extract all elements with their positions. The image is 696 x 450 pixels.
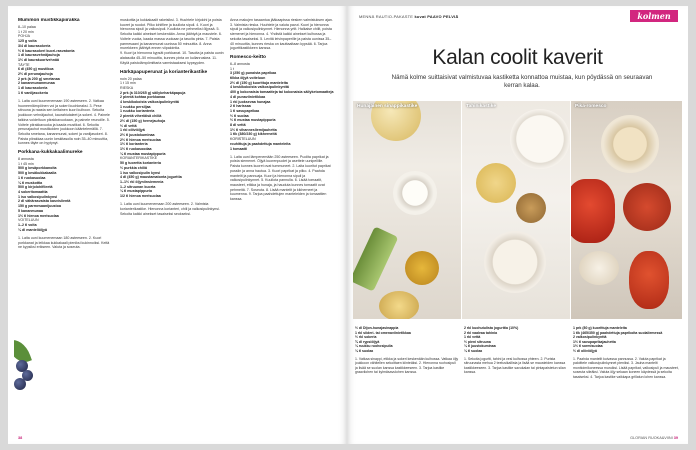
ingredient-list: 50 g tuoretta korianteria ½ purkkia chiliä 1 iso valkosipulin kynsi 4 dl (450 g) maustamatonta jogurttia 1–1½ rkl öljyniinsiemenia 1–2 sitruunan kuorta ¼ tl mustapippuria 1/2 tl hienoa merisuolaa (120, 161, 182, 199)
photo-label: Tahinikastike (466, 104, 497, 109)
yogurt-bowl-icon (484, 231, 546, 293)
photo-mustard-sauce (353, 101, 461, 319)
recipe-title: Mummon mustikkapiirakka (18, 18, 80, 23)
recipe-steps: 1. Vatkaa sinappi, etikka ja sokeri keskenään kulhossa. Vatkaa öljy joukkoon vähitellen sekoittaen kiinteäksi. 2. Hienonna ruohosipuli ja lisää se suolan kanssa kastikkeeseen. 3. Tarjoa kastike graavilohen tai kylmäsavulohen kanssa. (355, 356, 459, 375)
recipe-romesco (573, 326, 679, 426)
ingredient-list: 2 rkl kuohutulista jogurttia (10%) 2 rkl vaaleaa tahinia 1 rkl vettä ½ pieni sitruuna ¼ tl juustokuminaa ¼ tl suolaa (464, 326, 519, 353)
recipe-steps: 1. Laita uuni lämpenemään 250 asteeseen. Puolita paprikat ja poista siemenet. Öljyä kuorenpuolet ja asettele uunipellille. Paista kunnes kuoret ovat tummuneet. 2. Laita kuoritut paprikat pussiin ja anna hautua. 3. Kuori paprikat ja pilko. 4. Paahda mantelit ja pannuaja. Kuori ja hienonna sipuli ja valkosipulinkynnet. 5. Kuullota pannulla. 6. Lisää tomaatit, mausteet, etikka ja hunaja, ja hauduta kunnes tomaatit ovat pehmeitä. 7. Soseuta. 8. Lisää mantelit ja kikherneet ja kuumenna. 9. Tarjoa paahdettujen manteleiden ja tomaattien kanssa. (230, 154, 331, 202)
recipe-steps: 1. Laita uuni kuumenemaan 200 asteeseen. 2. Valmista korianterikastike. Hienonna korianteri, chili ja valkosipulinkynsi. Sekoita kaikki ainekset tasaiseksi seokseksi. (120, 202, 220, 216)
ingredient-list: 500 g kesäporkkanoita 500 g kesäkukkakaalia 1 tl ruokasuolaa ¼ tl muskottia 500 g kirjolohifileetä 4 sokeritomaattia 1 iso valkosipulinkynsi 2 dl vähärasvaista kasvislientä 150 g parmesaanijuustoa 5 kananmunaa 1½ tl hienoa merisuolaa (18, 166, 71, 218)
page-title: Kalan coolit kaverit (432, 46, 603, 69)
ingredient-list: 1 prk (80 g) kuorittuja manteleita 1 tlk (465/350 g) paahdettuja paprikoita suolaliemessä 2 valkosipulinkynttä 1½ tl savupaprikajauhetta 1½ tl sormisuolaa ½ dl oliiviöljyä (573, 326, 663, 353)
cumin-icon (516, 193, 546, 223)
page-number: 38 (18, 436, 23, 440)
garlic-icon (579, 251, 619, 285)
pepper-icon (629, 251, 669, 309)
photo-label: Pika-romesco (575, 104, 607, 109)
section-badge: kolmen suora (630, 10, 678, 22)
bowl-icon (393, 171, 437, 215)
right-page (347, 6, 688, 444)
recipe-title: Porkkana-kukkakaalimureke (18, 150, 83, 156)
chives-icon (353, 226, 398, 291)
photo-tahini-sauce (462, 101, 570, 319)
recipe-meta: 8 annosta 1 t 45 min (18, 157, 34, 166)
recipe-title: Härkäpapuperunat ja korianterikastike (120, 69, 208, 75)
ingredient-list: ½ dl Dijon-hunajasinappia 1 rkl siideri- tai omenaviinietikkaa ½ rkl sokeria ¾ dl rypsiöljyä ¼ ruukku ruohosipulia ¼ tl suolaa (355, 326, 411, 353)
bowl-icon (510, 109, 570, 169)
pepper-icon (571, 179, 615, 243)
recipe-meta: 6–8 annosta 1 t (230, 61, 250, 71)
recipe-mustard (355, 326, 459, 426)
page-footer: GLORIAN RUOKA&VIINI 39 (630, 436, 678, 440)
recipe-meta: 8–10 palaa 1 t 20 min POHJA (18, 25, 36, 39)
photo-romesco-sauce (571, 101, 682, 319)
recipe-steps: 1. Sekoita jogurtti, tahini ja vesi kulhossa yhteen. 2. Purista sitruunasta mehua 2 teelusikallista ja lisää se mausteiden kanssa kastikkeeseen. 3. Tarjoa kastike savukalan tai pintapaistetun siian kanssa. (464, 356, 566, 375)
recipe-tahini (464, 326, 568, 426)
left-column-3: Anna makujen tasaantua jääkaapissa riesken valmistuksen ajan. 3. Valmista rieska. Huuhtele ja valuta pavut. Kuori ja hienonna sipuli ja valkosipulinkynnet. Hienonna yrtit. Halkaise chilit, poista siemenet ja hienonna. 4. Yhdistä kaikki ainekset kulhossa ja sekoita tasaiseksi. 5. Levitä leivinpaperille ja paista uunissa 35–40 minuuttia, kunnes rieska on kauttaaltaan kypsää. 6. Tarjoa jogurttikastikkeen kanssa. Romesco-keitto 6–8 annosta 1 t 3 (250 g) punaista paprikaa tilkka öljyä voiteluun 2½ dl (150 g) kuorittuja manteleita 4 keskikokoista valkosipulinkynttä 400 g kokonaisia tomaatteja tai kokonaisia säilyketomaatteja 4 dl punaviinietikkaa 1 rkl juoksevaa hunajaa 2 tl harissaa 1 tl savupaprikaa ½ tl suolaa ½ tl mustaa mustapippuria 8 dl vettä 1½ tl vihannesliemijauhetta 1 tlk (380/230 g) kikherneitä KORISTELUUN rouhittuja ja paahdettuja manteleita 1 tomaatti 1. Laita uuni lämpenemään 250 asteeseen. Puolita paprikat ja poista siemenet. Öljyä kuorenpuolet ja asettele uunipellille. Paista kunnes kuoret ovat tummuneet. 2. Laita kuoritut paprikat pussiin ja anna hautua. 3. Kuori paprikat ja pilko. 4. Paahda mantelit ja pannuaja. Kuori ja hienonna sipuli ja valkosipulinkynnet. 5. Kuullota pannulla. 6. Lisää tomaatit, mausteet, etikka ja hunaja, ja hauduta kunnes tomaatit ovat pehmeitä. 7. Soseuta. 8. Lisää mantelit ja kikherneet ja kuumenna. 9. Tarjoa paahdettujen manteleiden ja tomaattien kanssa. (230, 18, 334, 202)
mustard-dish-icon (405, 251, 439, 285)
recipe-steps: 1. Paahda mantelit kuivassa pannussa. 2. Valuta paprikat ja paloittele valkosipulinkynnet pieniksi. 3. Jauha mantelit monitoimikoneessa muruiksi. Lisää paprikat, valkosipuli ja mausteet, soseuta sileäksi. Valuta öljy sekaan koneen käydessä ja sekoita tasaiseksi. 4. Tarjoa kastike vaikkapa grillatun lohen kanssa. (573, 356, 679, 379)
recipe-steps: 1. Laita uuni kuumenemaan 190 asteeseen. 2. Vatkaa huoneenlämpöinen voi ja sokeri kuohkeaksi. 3. Pese sitruuna ja raasta sen keltainen kuori kulhoon. Sekoita joukkoon vehnäjauhot, kaurahiutaleet ja sokeri. 4. Painele taikina voideltuun piirakkavuokaan, ja painele reunoille. 5. Voitele piirakkavuoka ja kaada mustikat. 6. Sekoita perunajauhot mustikoiden joukkoon kääntelemällä. 7. Sekoita smetana, kananmunat, sokeri ja vaniljasokeri. 8. Paista piirakkaa uunin keskitasolla noin 35–40 minuuttia, kunnes täyte on hyytynyt. (18, 99, 110, 146)
photo-label: Hunajainen sinappikastike (357, 104, 418, 109)
intro-text: Nämä kolme suittaisivat valmistuvaa kastiketta konnattoa muistaa, kun pöydässä on seuraavan kerran kalaa. (391, 74, 653, 89)
ingredient-list: 2 prk (á 310/265 g) säilykeharkäpapuja 2 pientä kohtaa porkkanaa 4 keskikokoista valkosipulinkynttä 1 ruukku persiljaa 1 ruukku korianteria 2 pientä viheriäisä chiliä 2½ dl (150 g) hernejauhoja ½ dl vettä 1 rkl oliiviöljyä 2½ tl juustokuminaa 2½ tl hienoa merisuolaa 1½ tl korianteria 1½ tl ruokasoodaa ¼ tl mustaa mustapippuria (120, 90, 186, 156)
blueberry-decoration (14, 336, 34, 394)
left-column-2: muskottia ja kukkakaalit rakeisiksi. 3. Huuhtele kirjolohi ja poista kuoret ja ruodot. Pilko lohifilee ja kuullota sipuli. 4. Kuori ja hienonna sipuli ja valkosipuli. Kuullota ne pehmeiksi öljyssä. 5. Sekoita kaikki ainekset keskenään. Anna jäähtyä ja maustele. 6. Voitele vuoka, kaada massa vuokaan ja tasoita pinta. 7. Paista parmesaani ja kananmunat uunissa 50 minuuttia. 8. Anna murekkeen jäähtyä ennen viipalointia. 9. Kuori ja hienonna kypsät porkkanat. 10. Tasoita ja paista uunin alatasolla 45–50 minuuttia, kunnes pinta on kullanruskea. 11. Käytä paistolämpömittaria varmistaaksesi kypsyyden. Härkäpapuperunat ja korianterikastike noin 20 palaa 1 t 15 min RIESKA 2 prk (á 310/265 g) säilykeharkäpapuja 2 pientä kohtaa porkkanaa 4 keskikokoista valkosipulinkynttä 1 ruukku persiljaa 1 ruukku korianteria 2 pientä viheriäisä chiliä 2½ dl (150 g) hernejauhoja ½ dl vettä 1 rkl oliiviöljyä 2½ tl juustokuminaa 2½ tl hienoa merisuolaa 1½ tl korianteria 1½ tl ruokasoodaa ¼ tl mustaa mustapippuria KORIANTERIKASTIKE 50 g tuoretta korianteria ½ purkkia chiliä 1 iso valkosipulin kynsi 4 dl (450 g) maustamatonta jogurttia 1–1½ rkl öljyniinsiemenia 1–2 sitruunan kuorta ¼ tl mustapippuria 1/2 tl hienoa merisuolaa 1. Laita uuni kuumenemaan 200 asteeseen. 2. Valmista korianterikastike. Hienonna korianteri, chili ja valkosipulinkynsi. Sekoita kaikki ainekset tasaiseksi seokseksi. (120, 18, 224, 216)
recipe-meta: noin 20 palaa 1 t 15 min RIESKA (120, 76, 142, 90)
romesco-bowl-icon (623, 183, 671, 231)
honey-icon (379, 291, 419, 319)
recipe-steps: 1. Laita uuni kuumenemaan 180 asteeseen. 2. Kuori porkkanat ja leikkaa kukkakaali pieniksi kukinnoiksi. Keitä ne kypsiksi erikseen. Valuta ja soseuta. (18, 235, 110, 250)
left-column-1: Mummon mustikkapiirakka 8–10 palaa 1 t 20 min POHJA 125 g voita 3/4 dl kaurasokeria ½ tl kaurasokeri kuori-rasvatonta 1 dl kaurasvehnäjauhoja 1½ dl kaurakuorivehnää TÄYTE 6 dl (450 g) mustikoa 2½ dl perunajauhoja 2 prk (á 200 g) smetanaa 2 kananmunanmunaa 1 dl kaurasokeria 1 tl vaniljasokeria 1. Laita uuni kuumenemaan 190 asteeseen. 2. Vatkaa huoneenlämpöinen voi ja sokeri kuohkeaksi. 3. Pese sitruuna ja raasta sen keltainen kuori kulhoon. Sekoita joukkoon vehnäjauhot, kaurahiutaleet ja sokeri. 4. Painele taikina voideltuun piirakkavuokaan, ja painele reunoille. 5. Voitele piirakkavuoka ja kaada mustikat. 6. Sekoita perunajauhot mustikoiden joukkoon kääntelemällä. 7. Sekoita smetana, kananmunat, sokeri ja vaniljasokeri. 8. Paista piirakkaa uunin keskitasolla noin 35–40 minuuttia, kunnes täyte on hyytynyt. Porkkana-kukkakaalimureke 8 annosta 1 t 45 min 500 g kesäporkkanoita 500 g kesäkukkakaalia 1 tl ruokasuolaa ¼ tl muskottia 500 g kirjolohifileetä 4 sokeritomaattia 1 iso valkosipulinkynsi 2 dl vähärasvaista kasvislientä 150 g parmesaanijuustoa 5 kananmunaa 1½ tl hienoa merisuolaa VOITELUUN 1–2 tl voita ¼ dl manteliöljyä 1. Laita uuni kuumenemaan 180 asteeseen. 2. Kuori porkkanat ja leikkaa kukkakaali pieniksi kukinnoiksi. Keitä ne kypsiksi erikseen. Valuta ja soseuta. (18, 18, 114, 438)
lemon-icon (476, 163, 516, 203)
almond-bowl-icon (601, 115, 659, 173)
left-page (8, 6, 347, 444)
ingredient-list: 3 (250 g) punaista paprikaa tilkka öljyä voiteluun 2½ dl (150 g) kuorittuja manteleita 4 keskikokoista valkosipulinkynttä 400 g kokonaisia tomaatteja tai kokonaisia säilyketomaatteja 4 dl punaviinietikkaa 1 rkl juoksevaa hunajaa 2 tl harissaa 1 tl savupaprikaa ½ tl suolaa ½ tl mustaa mustapippuria 8 dl vettä 1½ tl vihannesliemijauhetta 1 tlk (380/230 g) kikherneitä KORISTELUUN rouhittuja ja paahdettuja manteleita 1 tomaatti (230, 71, 334, 151)
ingredient-list: 125 g voita 3/4 dl kaurasokeria ½ tl kaurasokeri kuori-rasvatonta 1 dl kaurasvehnäjauhoja 1½ dl kaurakuorivehnää TÄYTE 6 dl (450 g) mustikoa 2½ dl perunajauhoja 2 prk (á 200 g) smetanaa 2 kananmunanmunaa 1 dl kaurasokeria 1 tl vaniljasokeria (18, 39, 75, 95)
recipe-title: Romesco-keitto (230, 54, 266, 60)
credits-header: MENNÄ RAUTIO-PAKASTE kuvat PAAVO PELVIÄ (359, 14, 459, 19)
